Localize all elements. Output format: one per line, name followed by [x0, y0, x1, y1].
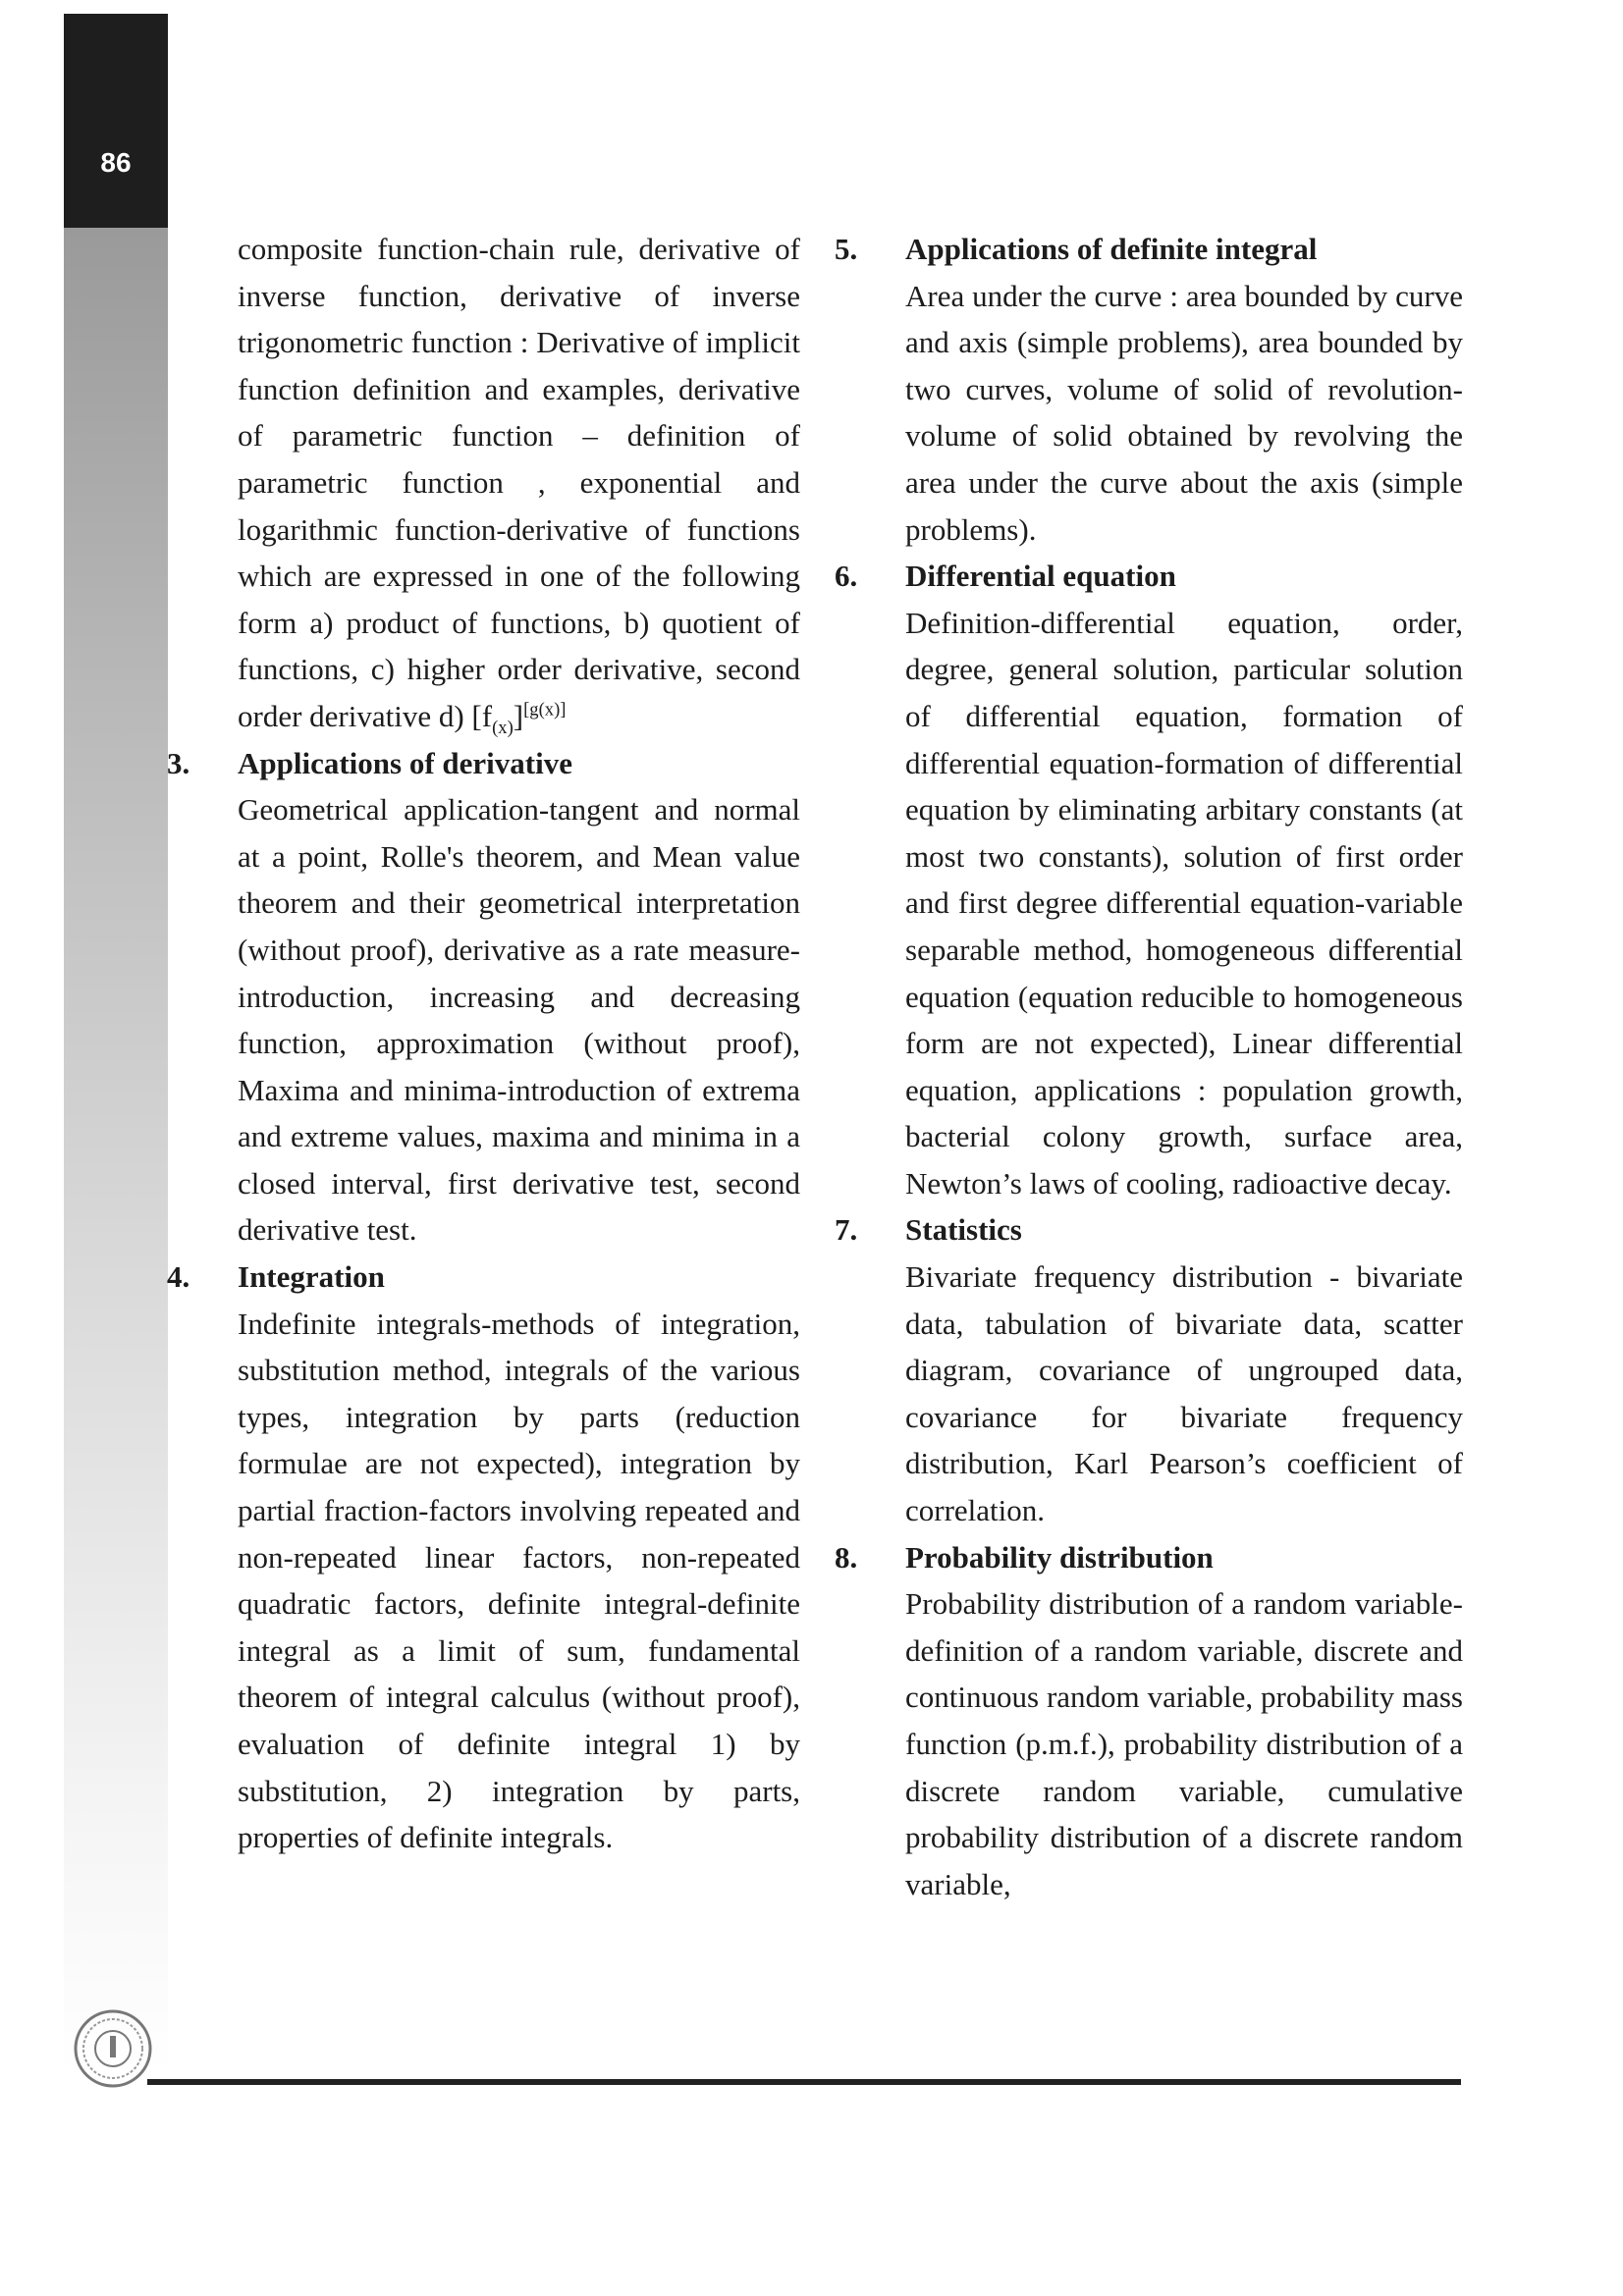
- paragraph: Geometrical application-tangent and normal at a point, Rolle's theorem, and Mean value theorem and their geometrical interpretation (without proof), derivative as a rate measure-introduction, increasing and decreasing function, approximation (without proof), Maxima and minima-introduction of extrema and extreme values, maxima and minima in a closed interval, first derivative test, second derivative test.: [238, 792, 800, 1248]
- section-title: Probability distribution: [905, 1539, 1214, 1575]
- section-heading: [835, 1534, 1463, 1581]
- section-heading: [835, 1206, 1463, 1254]
- section-number: 3.: [167, 745, 190, 780]
- paragraph: Probability distribution of a random variable-definition of a random variable, discrete and continuous random variable, probability mass function (p.m.f.), probability distribution of a discrete random variable, cumulative probability distribution of a discrete random variable,: [905, 1586, 1463, 1901]
- left-column: [167, 226, 800, 1861]
- bottom-rule: [147, 2079, 1461, 2085]
- page-number: 86: [100, 147, 132, 178]
- section-heading: [835, 553, 1463, 600]
- section-title: Integration: [238, 1259, 385, 1295]
- section-number: 6.: [835, 559, 858, 594]
- section-title: Applications of definite integral: [905, 232, 1318, 266]
- section-number: 5.: [835, 232, 858, 266]
- section-number: 7.: [835, 1212, 858, 1248]
- section-heading: [167, 740, 800, 787]
- section-title: Applications of derivative: [238, 745, 572, 780]
- paragraph: Indefinite integrals-methods of integration, substitution method, integrals of the various types, integration by parts (reduction formulae are not expected), integration by partial fraction-factors involving repeated and non-repeated linear factors, non-repeated quadratic factors, definite integral-definite integral as a limit of sum, fundamental theorem of integral calculus (without proof), evaluation of definite integral 1) by substitution, 2) integration by parts, properties of definite integrals.: [238, 1306, 800, 1855]
- section-number: 8.: [835, 1539, 858, 1575]
- section-heading: [835, 226, 1463, 273]
- emblem-icon: [73, 2008, 153, 2089]
- section-title: Statistics: [905, 1212, 1022, 1248]
- section-number: 4.: [167, 1259, 190, 1295]
- section-heading: [167, 1254, 800, 1301]
- section-title: Differential equation: [905, 559, 1176, 594]
- side-band: [64, 228, 168, 2073]
- side-tab: [64, 14, 168, 228]
- paragraph: Area under the curve : area bounded by curve and axis (simple problems), area bounded by two curves, volume of solid of revolution-volume of solid obtained by revolving the area under the curve about the axis (simple problems).: [905, 278, 1463, 547]
- paragraph: Definition-differential equation, order, degree, general solution, particular solution of differential equation, formation of differential equation-formation of differential equation by eliminating arbitary constants (at most two constants), solution of first order and first degree differential equation-variable separable method, homogeneous differential equation (equation reducible to homogeneous form are not expected), Linear differential equation, applications : population growth, bacterial colony growth, surface area, Newton’s laws of cooling, radioactive decay.: [905, 605, 1463, 1201]
- paragraph: composite function-chain rule, derivative of inverse function, derivative of inverse trigonometric function : Derivative of implicit function definition and examples, derivative of parametric function – definition of parametric function , exponential and logarithmic function-derivative of functions which are expressed in one of the following form a) product of functions, b) quotient of functions, c) higher order derivative, second order derivative d) $[f_{(x)}][g(x)]$: [238, 232, 800, 739]
- right-column: [835, 226, 1463, 1907]
- paragraph: Bivariate frequency distribution - bivariate data, tabulation of bivariate data, scatter diagram, covariance of ungrouped data, covariance for bivariate frequency distribution, Karl Pearson’s coefficient of correlation.: [905, 1259, 1463, 1528]
